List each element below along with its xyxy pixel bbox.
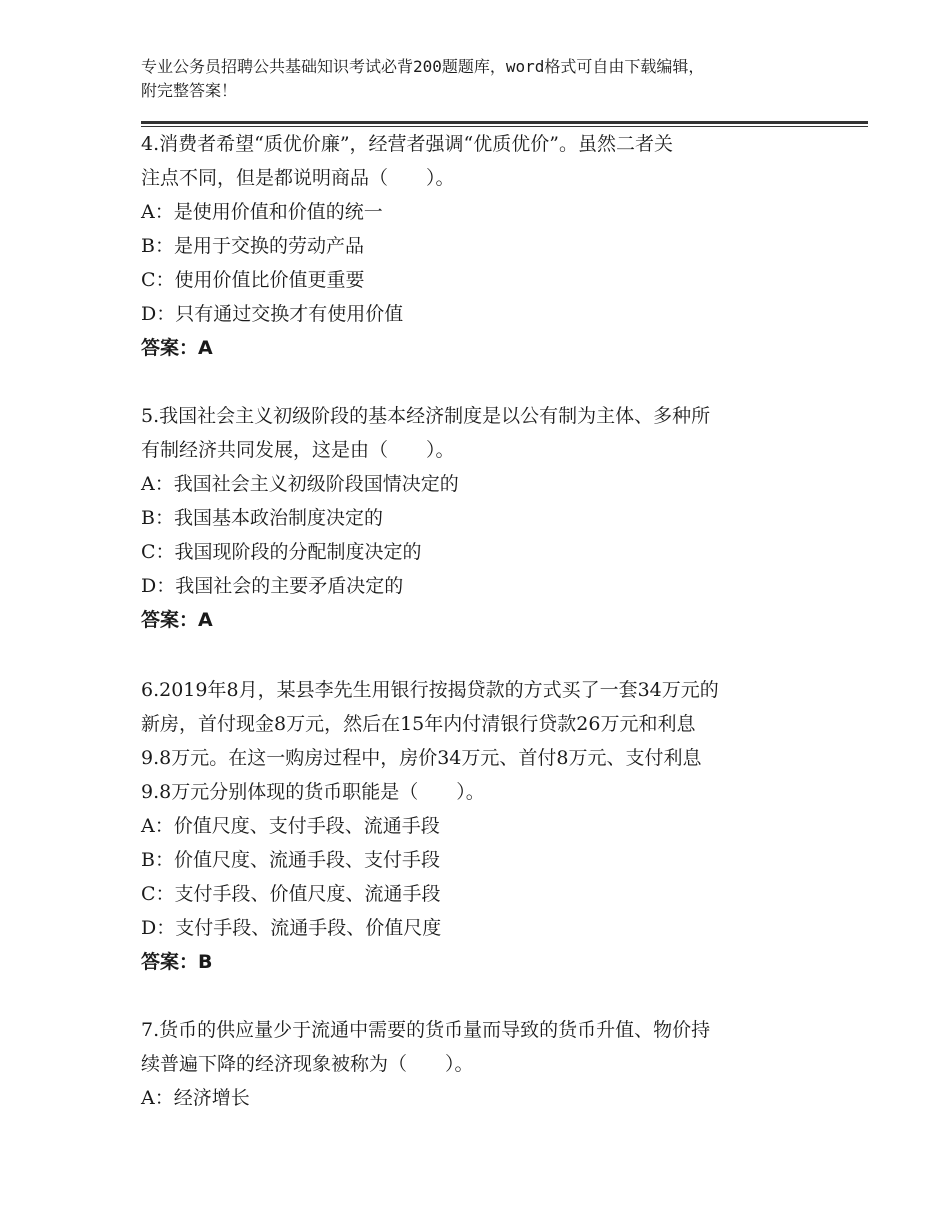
question-stem-line: 有制经济共同发展，这是由（ ）。 [141, 439, 455, 461]
option-b: B：是用于交换的劳动产品 [141, 235, 364, 257]
document-header [141, 55, 821, 103]
option-d: D：支付手段、流通手段、价值尺度 [141, 917, 442, 939]
option-c: C：我国现阶段的分配制度决定的 [141, 541, 422, 563]
question-stem-line: 续普遍下降的经济现象被称为（ ）。 [141, 1053, 474, 1075]
option-b: B：价值尺度、流通手段、支付手段 [141, 849, 440, 871]
question-stem-line: 6.2019年8月，某县李先生用银行按揭贷款的方式买了一套34万元的 [141, 679, 719, 701]
question-stem-line: 注点不同，但是都说明商品（ ）。 [141, 167, 455, 189]
question-5 [141, 399, 821, 637]
option-c: C：使用价值比价值更重要 [141, 269, 365, 291]
option-c: C：支付手段、价值尺度、流通手段 [141, 883, 441, 905]
option-b: B：我国基本政治制度决定的 [141, 507, 383, 529]
answer-label: 答案：A [141, 337, 213, 359]
question-stem-line: 9.8万元分别体现的货币职能是（ ）。 [141, 781, 485, 803]
question-stem-line: 新房，首付现金8万元，然后在15年内付清银行贷款26万元和利息 [141, 713, 696, 735]
question-7 [141, 1013, 821, 1115]
option-a: A：我国社会主义初级阶段国情决定的 [141, 473, 459, 495]
question-stem-line: 4.消费者希望“质优价廉”，经营者强调“优质优价”。虽然二者关 [141, 133, 673, 155]
option-a: A：是使用价值和价值的统一 [141, 201, 383, 223]
option-d: D：只有通过交换才有使用价值 [141, 303, 404, 325]
option-a: A：经济增长 [141, 1087, 250, 1109]
answer-label: 答案：A [141, 609, 213, 631]
header-line-1: 专业公务员招聘公共基础知识考试必背200题题库，word格式可自由下载编辑， [141, 57, 705, 76]
question-4 [141, 127, 821, 365]
question-stem-line: 7.货币的供应量少于流通中需要的货币量而导致的货币升值、物价持 [141, 1019, 711, 1041]
question-stem-line: 5.我国社会主义初级阶段的基本经济制度是以公有制为主体、多种所 [141, 405, 711, 427]
header-line-2: 附完整答案！ [141, 81, 238, 100]
option-d: D：我国社会的主要矛盾决定的 [141, 575, 404, 597]
question-stem-line: 9.8万元。在这一购房过程中，房价34万元、首付8万元、支付利息 [141, 747, 702, 769]
question-6 [141, 673, 821, 979]
option-a: A：价值尺度、支付手段、流通手段 [141, 815, 440, 837]
header-divider-thick [141, 121, 868, 124]
answer-label: 答案：B [141, 951, 213, 973]
